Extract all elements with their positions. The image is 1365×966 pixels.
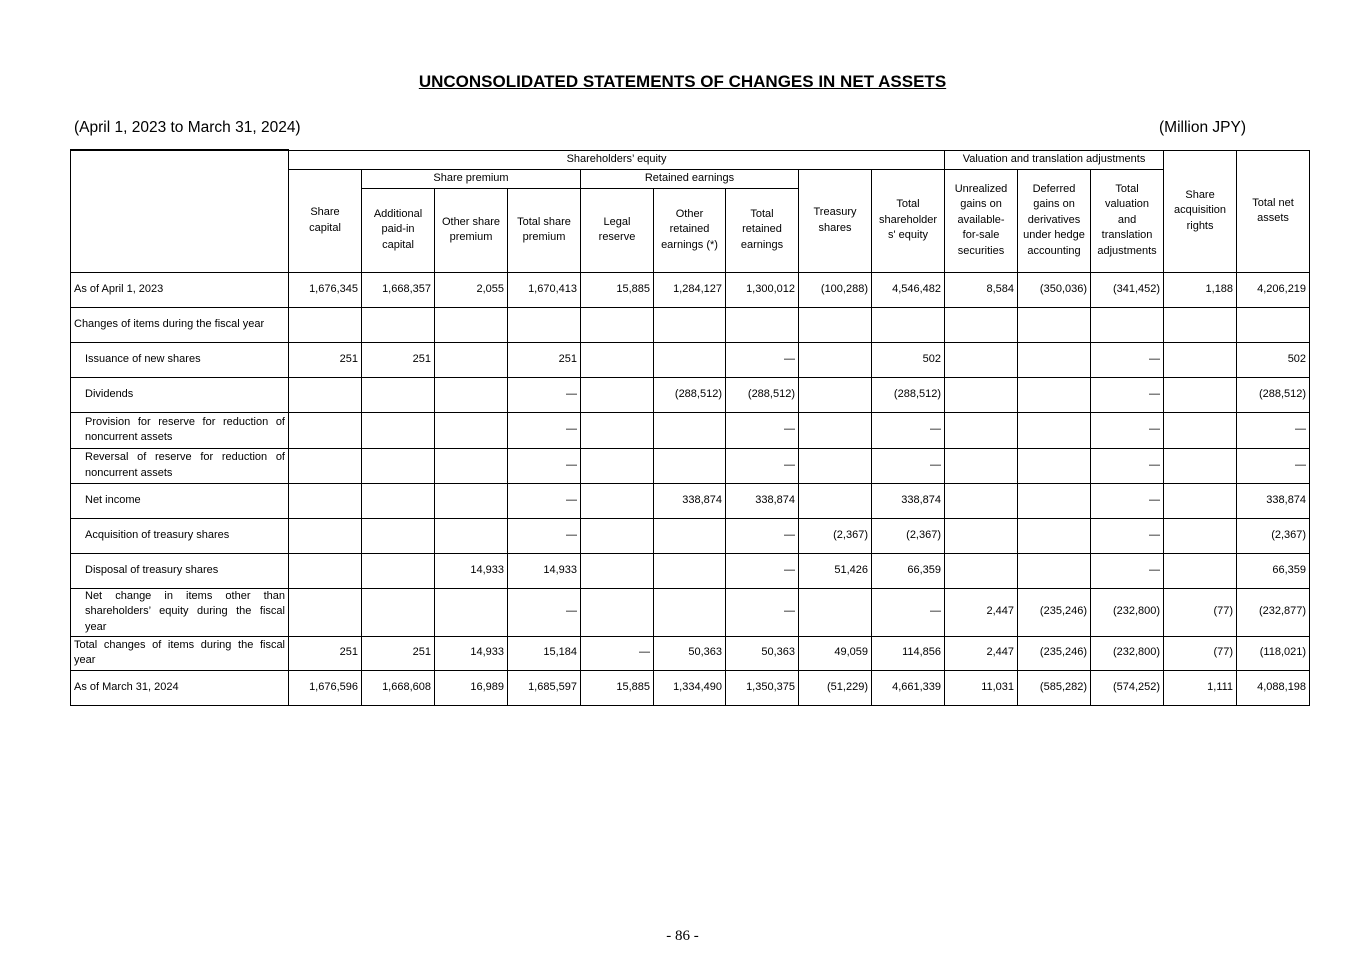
table-cell — [581, 448, 654, 483]
row-label: Net change in items other than shareholders’ equity during the fiscal year — [71, 588, 289, 636]
table-cell — [799, 448, 872, 483]
table-cell: 338,874 — [872, 483, 945, 518]
table-cell: (2,367) — [799, 518, 872, 553]
table-cell: 1,668,608 — [362, 670, 435, 705]
row-label: As of March 31, 2024 — [71, 670, 289, 705]
table-row — [71, 307, 1310, 342]
table-cell — [799, 307, 872, 342]
table-cell — [1164, 483, 1237, 518]
table-cell: — — [872, 448, 945, 483]
table-cell — [654, 553, 726, 588]
table-cell — [435, 518, 508, 553]
table-cell — [654, 307, 726, 342]
table-cell: 1,111 — [1164, 670, 1237, 705]
table-cell: — — [1237, 412, 1310, 448]
table-cell: (77) — [1164, 588, 1237, 636]
table-row — [71, 272, 1310, 307]
header-total-valuation: Total valuation and translation adjustments — [1091, 169, 1164, 272]
table-cell — [1018, 518, 1091, 553]
table-cell: (341,452) — [1091, 272, 1164, 307]
table-cell: — — [508, 588, 581, 636]
table-cell — [1018, 342, 1091, 377]
table-cell: 1,685,597 — [508, 670, 581, 705]
table-row — [71, 448, 1310, 483]
table-cell — [1018, 483, 1091, 518]
header-valuation-adjustments: Valuation and translation adjustments — [945, 150, 1164, 169]
table-cell: — — [726, 518, 799, 553]
table-cell — [581, 588, 654, 636]
table-cell: 251 — [362, 342, 435, 377]
header-corner — [71, 150, 289, 272]
table-cell: (585,282) — [1018, 670, 1091, 705]
table-cell: 1,188 — [1164, 272, 1237, 307]
table-cell — [289, 483, 362, 518]
table-cell — [435, 342, 508, 377]
table-cell: — — [1091, 553, 1164, 588]
table-cell — [654, 518, 726, 553]
reporting-period: (April 1, 2023 to March 31, 2024) — [74, 119, 301, 136]
table-row — [71, 483, 1310, 518]
table-cell: 1,668,357 — [362, 272, 435, 307]
table-cell: — — [872, 588, 945, 636]
table-cell — [289, 448, 362, 483]
table-row — [71, 588, 1310, 636]
table-cell: 50,363 — [654, 636, 726, 670]
table-row — [71, 342, 1310, 377]
table-cell — [1164, 553, 1237, 588]
table-cell: (235,246) — [1018, 588, 1091, 636]
table-cell: 2,055 — [435, 272, 508, 307]
document-title: UNCONSOLIDATED STATEMENTS OF CHANGES IN NET ASSETS — [418, 72, 947, 91]
table-cell: 4,546,482 — [872, 272, 945, 307]
table-cell — [654, 448, 726, 483]
header-unrealized-gains: Unrealized gains on available- for-sale securities — [945, 169, 1018, 272]
header-total-net-assets: Total net assets — [1237, 150, 1310, 272]
table-cell: 251 — [289, 636, 362, 670]
table-cell — [945, 448, 1018, 483]
table-cell: — — [508, 377, 581, 412]
table-cell — [362, 483, 435, 518]
table-cell: (232,877) — [1237, 588, 1310, 636]
table-cell: (232,800) — [1091, 588, 1164, 636]
table-cell — [289, 377, 362, 412]
table-cell — [945, 307, 1018, 342]
table-cell — [289, 412, 362, 448]
table-cell: 1,350,375 — [726, 670, 799, 705]
table-cell — [872, 307, 945, 342]
table-cell: — — [726, 342, 799, 377]
table-cell: 114,856 — [872, 636, 945, 670]
table-row — [71, 670, 1310, 705]
table-cell: (51,229) — [799, 670, 872, 705]
table-cell: 8,584 — [945, 272, 1018, 307]
table-cell — [435, 483, 508, 518]
table-cell — [362, 307, 435, 342]
table-cell — [1018, 377, 1091, 412]
table-cell: — — [581, 636, 654, 670]
header-additional-paid-in-capital: Additional paid-in capital — [362, 188, 435, 272]
row-label: Changes of items during the fiscal year — [71, 307, 289, 342]
table-cell — [945, 377, 1018, 412]
table-cell: 15,885 — [581, 670, 654, 705]
table-cell — [1018, 307, 1091, 342]
header-other-retained-earnings: Other retained earnings (*) — [654, 188, 726, 272]
table-cell — [581, 377, 654, 412]
table-cell: 4,661,339 — [872, 670, 945, 705]
table-cell: 338,874 — [1237, 483, 1310, 518]
table-cell — [799, 342, 872, 377]
table-cell: — — [508, 448, 581, 483]
table-cell: (350,036) — [1018, 272, 1091, 307]
table-cell — [362, 553, 435, 588]
table-cell: 4,206,219 — [1237, 272, 1310, 307]
table-row — [71, 377, 1310, 412]
table-cell — [945, 518, 1018, 553]
table-cell — [435, 307, 508, 342]
table-cell: 51,426 — [799, 553, 872, 588]
table-cell — [1018, 448, 1091, 483]
table-cell: — — [872, 412, 945, 448]
header-treasury-shares: Treasury shares — [799, 169, 872, 272]
table-cell: 1,676,345 — [289, 272, 362, 307]
table-cell: 251 — [362, 636, 435, 670]
row-label: Total changes of items during the fiscal year — [71, 636, 289, 670]
table-cell — [362, 518, 435, 553]
table-cell — [1164, 448, 1237, 483]
row-label: Disposal of treasury shares — [71, 553, 289, 588]
table-cell — [654, 342, 726, 377]
currency-unit: (Million JPY) — [1159, 119, 1246, 136]
table-cell: — — [1091, 518, 1164, 553]
table-cell: 2,447 — [945, 588, 1018, 636]
table-row — [71, 553, 1310, 588]
table-body — [71, 272, 1310, 705]
header-share-acquisition-rights: Share acquisition rights — [1164, 150, 1237, 272]
table-cell: 66,359 — [872, 553, 945, 588]
table-cell — [508, 307, 581, 342]
table-cell: 11,031 — [945, 670, 1018, 705]
table-cell: 14,933 — [508, 553, 581, 588]
header-deferred-gains: Deferred gains on derivatives under hedge accounting — [1018, 169, 1091, 272]
table-cell: 1,670,413 — [508, 272, 581, 307]
table-cell — [945, 412, 1018, 448]
table-cell: 14,933 — [435, 553, 508, 588]
table-cell — [1164, 377, 1237, 412]
row-label: As of April 1, 2023 — [71, 272, 289, 307]
table-cell — [1091, 307, 1164, 342]
table-cell — [289, 553, 362, 588]
table-cell — [799, 412, 872, 448]
header-other-share-premium: Other share premium — [435, 188, 508, 272]
table-cell: (288,512) — [654, 377, 726, 412]
table-cell — [581, 307, 654, 342]
row-label: Issuance of new shares — [71, 342, 289, 377]
header-total-share-premium: Total share premium — [508, 188, 581, 272]
table-cell — [1164, 412, 1237, 448]
table-cell — [945, 553, 1018, 588]
table-cell — [1018, 553, 1091, 588]
table-cell — [581, 518, 654, 553]
header-total-retained-earnings: Total retained earnings — [726, 188, 799, 272]
table-cell: 338,874 — [654, 483, 726, 518]
table-cell — [799, 483, 872, 518]
table-cell — [726, 307, 799, 342]
table-cell: 1,300,012 — [726, 272, 799, 307]
table-cell: (118,021) — [1237, 636, 1310, 670]
statement-table — [70, 149, 1310, 706]
table-cell: (2,367) — [1237, 518, 1310, 553]
row-label: Net income — [71, 483, 289, 518]
table-cell: 2,447 — [945, 636, 1018, 670]
table-cell: 1,676,596 — [289, 670, 362, 705]
table-cell: 251 — [289, 342, 362, 377]
table-cell — [362, 377, 435, 412]
header-share-capital: Share capital — [289, 169, 362, 272]
table-cell: 1,284,127 — [654, 272, 726, 307]
table-cell: (232,800) — [1091, 636, 1164, 670]
table-cell: — — [1091, 448, 1164, 483]
table-cell: — — [1091, 483, 1164, 518]
table-cell: (100,288) — [799, 272, 872, 307]
header-shareholders-equity: Shareholders’ equity — [289, 150, 945, 169]
table-cell — [654, 588, 726, 636]
table-cell: 14,933 — [435, 636, 508, 670]
table-cell: — — [1091, 342, 1164, 377]
table-cell: — — [726, 553, 799, 588]
table-cell — [799, 377, 872, 412]
row-label: Reversal of reserve for reduction of noncurrent assets — [71, 448, 289, 483]
table-row — [71, 518, 1310, 553]
table-cell: — — [508, 518, 581, 553]
table-cell — [435, 588, 508, 636]
table-cell: (288,512) — [726, 377, 799, 412]
table-cell: 1,334,490 — [654, 670, 726, 705]
table-cell: — — [726, 588, 799, 636]
table-cell: 251 — [508, 342, 581, 377]
table-cell: 502 — [872, 342, 945, 377]
table-cell: 15,184 — [508, 636, 581, 670]
header-retained-earnings: Retained earnings — [581, 169, 799, 188]
header-legal-reserve: Legal reserve — [581, 188, 654, 272]
table-cell — [654, 412, 726, 448]
table-cell — [289, 588, 362, 636]
table-cell — [435, 412, 508, 448]
table-cell — [289, 307, 362, 342]
table-cell — [362, 412, 435, 448]
table-cell: (2,367) — [872, 518, 945, 553]
table-cell — [289, 518, 362, 553]
table-cell: — — [1091, 412, 1164, 448]
table-row — [71, 412, 1310, 448]
table-cell — [1164, 307, 1237, 342]
table-cell: — — [1091, 377, 1164, 412]
table-cell — [581, 483, 654, 518]
table-cell: 16,989 — [435, 670, 508, 705]
table-cell — [435, 377, 508, 412]
table-cell: — — [508, 412, 581, 448]
row-label: Dividends — [71, 377, 289, 412]
table-cell: 66,359 — [1237, 553, 1310, 588]
page-number: - 86 - — [666, 928, 699, 944]
table-cell — [435, 448, 508, 483]
table-cell — [799, 588, 872, 636]
table-cell: 338,874 — [726, 483, 799, 518]
table-cell: 15,885 — [581, 272, 654, 307]
table-cell — [581, 553, 654, 588]
table-cell — [1018, 412, 1091, 448]
header-total-shareholders-equity: Total shareholder s' equity — [872, 169, 945, 272]
table-cell: (235,246) — [1018, 636, 1091, 670]
table-cell — [581, 412, 654, 448]
table-cell — [945, 483, 1018, 518]
table-cell: 49,059 — [799, 636, 872, 670]
table-cell — [581, 342, 654, 377]
table-cell: — — [508, 483, 581, 518]
table-cell: 4,088,198 — [1237, 670, 1310, 705]
table-cell: — — [1237, 448, 1310, 483]
table-cell — [1164, 342, 1237, 377]
table-cell: 502 — [1237, 342, 1310, 377]
table-cell: (77) — [1164, 636, 1237, 670]
table-cell — [945, 342, 1018, 377]
table-cell: (288,512) — [1237, 377, 1310, 412]
table-cell: (288,512) — [872, 377, 945, 412]
table-row — [71, 636, 1310, 670]
table-cell: — — [726, 448, 799, 483]
table-cell: 50,363 — [726, 636, 799, 670]
table-cell — [1237, 307, 1310, 342]
table-cell — [362, 448, 435, 483]
row-label: Acquisition of treasury shares — [71, 518, 289, 553]
header-share-premium: Share premium — [362, 169, 581, 188]
table-cell — [362, 588, 435, 636]
table-cell — [1164, 518, 1237, 553]
row-label: Provision for reserve for reduction of noncurrent assets — [71, 412, 289, 448]
table-cell: (574,252) — [1091, 670, 1164, 705]
table-cell: — — [726, 412, 799, 448]
